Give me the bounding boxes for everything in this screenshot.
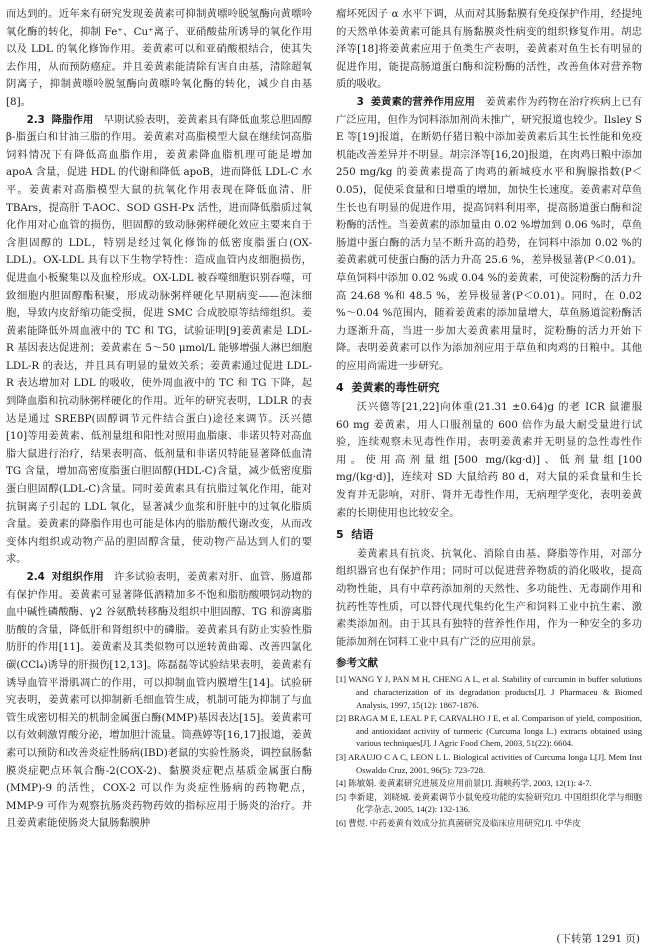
section-text: 早期试验表明，姜黄素具有降低血浆总胆固醇 β-脂蛋白和甘油三脂的作用。姜黄素对高脂模型大鼠在继续饲高脂饲料情况下有降低高血脂作用，姜黄素降血脂机理可能是增加 apoA 含量，促进 HDL 的代谢和降低 apoB，进而降低 LDL-C 水平。姜黄素对高脂模型大鼠的抗氧化作用表现在降低血清、肝 TBArs，提高肝 T-AOC、SOD GSH-Px 活性，进而降低脂质过氧化作用对心血管的损伤，胆固醇的致动脉粥样硬化效应主要来自于含胆固醇的 LDL，特别是经过氧化修饰的低密度脂蛋白(OX-LDL)。OX-LDL 具有以下生物学特性：造成血管内皮细胞损伤，促进血小板聚集以及血栓形成。OX-LDL 被吞噬细胞识别吞噬，可致细胞内胆固醇酯积聚，形成动脉粥样硬化早期病变——泡沫细胞，导致内皮舒缩功能受损，促进 SMC 合成胶原等结缔组织。姜黄素能降低外周血液中的 TC 和 TG，试验证明[9]姜黄素是 LDL-R 基因表达促进剂；姜黄素在 5～50 μmol/L 能够增强人淋巴细胞 LDL-R 的表达，并且具有明显的量效关系；姜黄素通过促进 LDL-R 表达增加对 LDL 的吸收，使外周血液中的 TC 和 TG 下降，起到降血脂和抗动脉粥样硬化的作用。近年的研究表明，LDLR 的表达是通过 SREBP(固醇调节元件结合蛋白)途径来调节。沃兴德[10]等用姜黄素、低剂量组和阳性对照用血脂康、非诺贝特对高血脂大鼠进行治疗，结果表明高、低剂量和非诺贝特能显著降低血清 TG 含量，增加高密度脂蛋白胆固醇(HDL-C)含量，减少低密度脂蛋白胆固醇(LDL-C)含量。同时姜黄素具有抗脂过氧化作用，能对抗铜离子引起的 LDL 氧化，显著减少血浆和肝脏中的过氧化脂质含量。姜黄素的降脂作用也可能是体内的脂肪酸代谢改变，从而改变体内组织或动物产品的胆固醇含量，使动物产品达到人们的要求。 (6, 113, 313, 566)
reference-item: [2] BRAGA M E, LEAL P F, CARVALHO J E, et al. Comparison of yield, composition, and antioxidant activity of turmeric (Curcuma longa L.) extracts obtained using various techniques[J]. J Agric Food Chem, 2003, 51(22): 6604. (336, 713, 642, 749)
reference-item: [4] 陈敏娟. 姜黄素研究进展及应用前景[J]. 海峡药学, 2003, 12(1): 4-7. (336, 778, 592, 789)
section-number: 5 (336, 528, 344, 542)
body-paragraph: 瘤坏死因子 α 水平下调，从而对其肠黏膜有免疫保护作用，经提纯的天然单体姜黄素可能具有肠黏膜炎性病变的组织修复作用。胡忠泽等[18]将姜黄素应用于鱼类生产表明，姜黄素对鱼生长有明显的促进作用，能提高肠道蛋白酶和淀粉酶的活性，改善鱼体对营养物质的吸收。 (336, 8, 642, 91)
section-number: 2.4 (26, 571, 45, 583)
section-4-paragraph: 沃兴德等[21,22]向体重(21.31 ±0.64)g 的老 ICR 鼠灌服 60 mg 姜黄素，用人口服剂量的 600 倍作为最大耐受量进行试验，连续观察未见毒性作用，表明姜黄素并无明显的急性毒性作用。使用高剂量组[500 mg/(kg·d)]、低剂量组[100 mg/(kg·d)]，连续对 SD 大鼠给药 80 d，对大鼠的采食量和生长发育并无影响，对肝、肾并无毒性作用，无病理学变化，表明姜黄素的长期使用也比较安全。 (336, 401, 642, 519)
right-column (336, 6, 642, 831)
section-5-heading (336, 526, 642, 544)
left-column (6, 6, 312, 833)
reference-item: [1] WANG Y J, PAN M H, CHENG A L, et al. Stability of curcumin in buffer solutions and characterization of its degradation products[J]. J Pharmaceu & Biomed Analysis, 1997, 15(12): 1867-1876. (336, 674, 642, 710)
section-title: 姜黄素的毒性研究 (351, 381, 440, 395)
section-5-paragraph: 姜黄素具有抗炎、抗氧化、消除自由基、降脂等作用，对部分组织器官也有保护作用；同时可以促进营养物质的消化吸收，提高动物性能，具有中草药添加剂的天然性、多功能性、无毒副作用和抗药性等性质，可以替代现代集约化生产和饲料工业中抗生素、激素类添加剂。由于其具有独特的营养性作用，作为一种安全的多功能添加剂在饲料工业中具有广泛的应用前景。 (336, 547, 642, 648)
reference-item: [6] 曹煜. 中药姜黄有效成分抗真菌研究及临床应用研究[J]. 中华皮 (336, 817, 581, 828)
reference-item: [5] 李新建，刘晓城. 姜黄素调节小鼠免疫功能的实验研究[J]. 中国组织化学与细胞化学杂志, 2005, 14(2): 132-136. (336, 791, 642, 815)
section-text: 姜黄素作为药物在治疗疾病上已有广泛应用，但作为饲料添加剂尚未推广，研究报道也较少。Ilsley S E 等[19]报道，在断奶仔猪日粮中添加姜黄素后其生长性能和免疫机能改善差异并不明显。胡宗泽等[16,20]报道，在肉鸡日粮中添加 250 mg/kg 的姜黄素提高了肉鸡的新城疫水平和胸腺指数(P＜0.05)，促使采食量和日增重的增加，加快生长速度。姜黄素对草鱼生长也有明显的促进作用，提高饲料利用率，提高肠道蛋白酶和淀粉酶的活性。当姜黄素的添加量由 0.02 %增加到 0.06 %时，草鱼肠道中蛋白酶的活力呈不断升高的趋势，在饲料中添加 0.02 %的姜黄素就可使蛋白酶的活力升高 25.6 %，差异极显著(P＜0.01)。草鱼饲料中添加 0.02 %或 0.04 %的姜黄素，可使淀粉酶的活力升高 24.68 %和 48.5 %，差异极显著(P＜0.01)。同时，在 0.02 %～0.04 %范围内，随着姜黄素的添加量增大，草鱼肠道淀粉酶活力逐渐升高，当进一步加大姜黄素用量时，淀粉酶的活力开始下降。表明姜黄素可以作为添加剂应用于草鱼和肉鸡的日粮中。其他的应用尚需进一步研究。 (336, 95, 643, 372)
section-title: 结语 (351, 528, 374, 542)
section-title: 对组织作用 (51, 571, 104, 583)
section-2-3-paragraph (6, 112, 312, 569)
reference-item: [3] ARAUJO C A C, LEON L L. Biological activities of Curcuma longa L[J]. Mem Inst Oswaldo Cruz, 2001, 96(5): 723-728. (336, 751, 642, 775)
section-title: 姜黄素的营养作用应用 (370, 95, 476, 108)
section-number: 4 (336, 381, 344, 395)
section-number: 3 (356, 95, 364, 108)
section-3-paragraph (336, 94, 642, 376)
reference-list (336, 673, 642, 829)
section-title: 降脂作用 (51, 113, 94, 126)
section-4-heading (336, 379, 642, 397)
references-heading: 参考文献 (336, 657, 378, 670)
section-2-4-paragraph (6, 569, 312, 833)
continued-note: (下转第 1291 页) (556, 933, 640, 945)
section-number: 2.3 (26, 113, 45, 126)
section-text: 许多试验表明，姜黄素对肝、血管、肠道都有保护作用。姜黄素可显著降低酒精加多不饱和脂肪酸喂饲动物的血中碱性磷酸酶、γ2 谷氨酰转移酶及组织中胆固醇、TG 和游离脂肪酸的含量，降低肝和肾组织中的磷脂。姜黄素具有防止实验性脂肪肝的作用[11]。姜黄素及其类似物可以逆转黄曲霉、改善四氯化碳(CCl₄)诱导的肝损伤[12,13]。陈磊磊等试验结果表明，姜黄素有诱导血管平滑肌凋亡的作用，可以抑制血管内膜增生[14]。试验研究表明，姜黄素可以抑制新毛细血管生成，机制可能为抑制了与血管生成密切相关的机制金属蛋白酶(MMP)基因表达[15]。姜黄素可以有效刺激胃酸分泌，增加胆汁流量。筒燕婷等[16,17]报道，姜黄素可以预防和改善炎症性肠病(IBD)老鼠的实验性肠炎，调控鼠肠黏膜炎症靶点环氧合酶-2(COX-2)、黏膜炎症靶点基质金属蛋白酶(MMP)-9 的活性，COX-2 可以作为炎症性肠病的药物靶点，MMP-9 可作为观察抗肠炎药物药效的指标应用于肠炎的治疗。并且姜黄素能使肠炎大鼠肠黏膜肿 (6, 571, 313, 830)
body-paragraph: 而达到的。近年来有研究发现姜黄素可抑制黄嘌呤脱氢酶向黄嘌呤氧化酶的转化，抑制 Fe⁺、Cu⁺离子、亚硝酸盐所诱导的氧化作用以及 LDL 的氧化修饰作用。姜黄素可以和亚硝酸根结合，使其失去作用，从而预防癌症。并且姜黄素能清除有害自由基，清除超氧阴离子，抑制黄嘌呤脱氢酶向黄嘌呤氧化酶的转化，减少自由基[8]。 (6, 8, 312, 108)
